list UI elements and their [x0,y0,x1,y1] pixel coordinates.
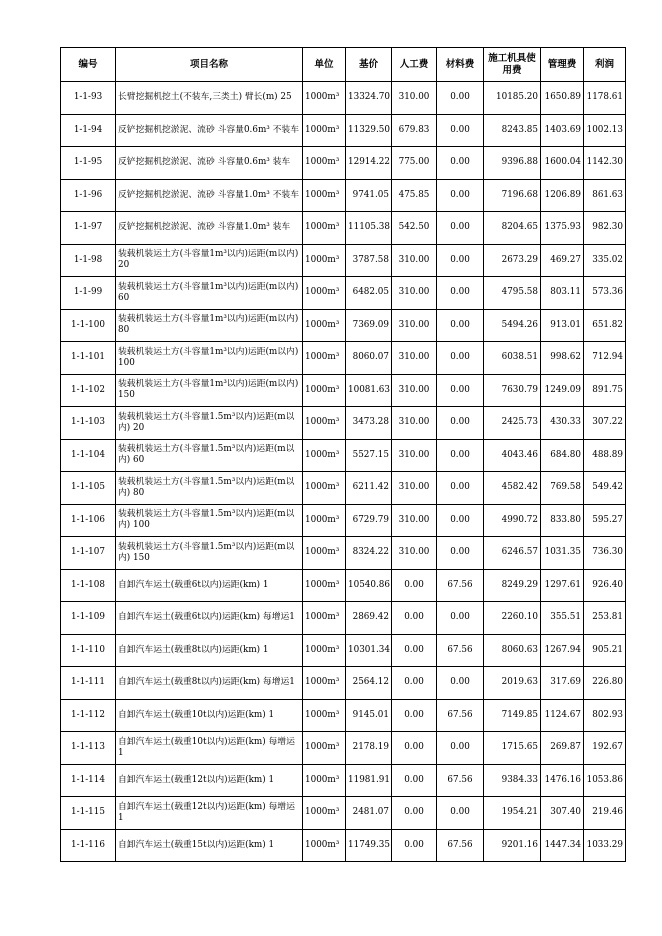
cell-profit: 802.93 [584,699,626,732]
cell-base-price: 5527.15 [346,439,392,472]
cell-machine-cost: 2019.63 [484,667,541,700]
cell-management-fee: 1650.89 [541,82,584,115]
cell-item-name: 反铲挖掘机挖淤泥、流砂 斗容量1.0m³ 装车 [116,212,303,245]
cell-machine-cost: 10185.20 [484,82,541,115]
cell-material-cost: 0.00 [437,309,484,342]
cell-item-name: 自卸汽车运土(载重12t以内)运距(km) 每增运1 [116,797,303,830]
cell-labor-cost: 0.00 [392,634,437,667]
header-row [61,48,626,82]
cell-unit: 1000m³ [303,407,346,440]
cell-labor-cost: 310.00 [392,342,437,375]
cell-item-name: 自卸汽车运土(载重8t以内)运距(km) 每增运1 [116,667,303,700]
cell-labor-cost: 0.00 [392,667,437,700]
cell-profit: 253.81 [584,602,626,635]
cell-profit: 573.36 [584,277,626,310]
table-row [61,537,626,570]
cell-unit: 1000m³ [303,439,346,472]
cell-management-fee: 1476.16 [541,764,584,797]
cell-material-cost: 0.00 [437,147,484,180]
cell-machine-cost: 7149.85 [484,699,541,732]
cell-machine-cost: 2425.73 [484,407,541,440]
table-row [61,439,626,472]
header-labor-cost: 人工费 [392,48,437,82]
cell-machine-cost: 2260.10 [484,602,541,635]
table-row [61,472,626,505]
cell-machine-cost: 4990.72 [484,504,541,537]
table-row [61,407,626,440]
header-profit: 利润 [584,48,626,82]
cell-unit: 1000m³ [303,537,346,570]
cell-material-cost: 0.00 [437,537,484,570]
cell-base-price: 7369.09 [346,309,392,342]
cell-machine-cost: 9384.33 [484,764,541,797]
cell-material-cost: 0.00 [437,732,484,765]
cell-machine-cost: 4795.58 [484,277,541,310]
cell-item-name: 装载机装运土方(斗容量1m³以内)运距(m以内) 80 [116,309,303,342]
cell-profit: 595.27 [584,504,626,537]
cell-machine-cost: 7630.79 [484,374,541,407]
cell-unit: 1000m³ [303,212,346,245]
cell-code: 1-1-94 [61,114,116,147]
cell-unit: 1000m³ [303,179,346,212]
cell-labor-cost: 310.00 [392,537,437,570]
header-machine-cost: 施工机具使用费 [484,48,541,82]
cell-base-price: 3473.28 [346,407,392,440]
cell-code: 1-1-96 [61,179,116,212]
table-body [61,82,626,862]
cell-material-cost: 0.00 [437,114,484,147]
cell-unit: 1000m³ [303,732,346,765]
cell-machine-cost: 6246.57 [484,537,541,570]
cell-item-name: 装载机装运土方(斗容量1.5m³以内)运距(m以内) 20 [116,407,303,440]
cell-material-cost: 0.00 [437,602,484,635]
cell-material-cost: 67.56 [437,829,484,862]
cell-profit: 1002.13 [584,114,626,147]
cell-labor-cost: 0.00 [392,732,437,765]
table-row [61,82,626,115]
table-row [61,114,626,147]
cell-item-name: 自卸汽车运土(载重6t以内)运距(km) 每增运1 [116,602,303,635]
cell-base-price: 10540.86 [346,569,392,602]
cell-unit: 1000m³ [303,764,346,797]
cell-item-name: 装载机装运土方(斗容量1.5m³以内)运距(m以内) 60 [116,439,303,472]
cell-labor-cost: 310.00 [392,309,437,342]
table-row [61,309,626,342]
header-management-fee: 管理费 [541,48,584,82]
cell-management-fee: 1124.67 [541,699,584,732]
cell-management-fee: 913.01 [541,309,584,342]
cell-machine-cost: 4582.42 [484,472,541,505]
cell-code: 1-1-98 [61,244,116,277]
cell-management-fee: 1206.89 [541,179,584,212]
cell-code: 1-1-100 [61,309,116,342]
cell-unit: 1000m³ [303,504,346,537]
table-row [61,179,626,212]
cell-management-fee: 769.58 [541,472,584,505]
cell-material-cost: 0.00 [437,374,484,407]
cell-labor-cost: 310.00 [392,504,437,537]
cell-management-fee: 1031.35 [541,537,584,570]
cell-base-price: 2178.19 [346,732,392,765]
table-row [61,602,626,635]
cell-item-name: 自卸汽车运土(载重15t以内)运距(km) 1 [116,829,303,862]
cell-code: 1-1-110 [61,634,116,667]
cell-material-cost: 0.00 [437,472,484,505]
cell-material-cost: 67.56 [437,699,484,732]
cell-machine-cost: 8204.65 [484,212,541,245]
cell-base-price: 6482.05 [346,277,392,310]
cell-unit: 1000m³ [303,147,346,180]
cell-code: 1-1-107 [61,537,116,570]
cell-material-cost: 0.00 [437,342,484,375]
table-row [61,667,626,700]
table-row [61,342,626,375]
cell-base-price: 11329.50 [346,114,392,147]
cell-material-cost: 0.00 [437,82,484,115]
cell-item-name: 装载机装运土方(斗容量1m³以内)运距(m以内) 100 [116,342,303,375]
cell-item-name: 装载机装运土方(斗容量1m³以内)运距(m以内) 60 [116,277,303,310]
header-material-cost: 材料费 [437,48,484,82]
cell-profit: 1053.86 [584,764,626,797]
cell-base-price: 13324.70 [346,82,392,115]
header-unit: 单位 [303,48,346,82]
cell-code: 1-1-105 [61,472,116,505]
cell-unit: 1000m³ [303,602,346,635]
cell-base-price: 9145.01 [346,699,392,732]
cell-base-price: 2564.12 [346,667,392,700]
cell-base-price: 11981.91 [346,764,392,797]
cell-code: 1-1-93 [61,82,116,115]
cell-machine-cost: 8249.29 [484,569,541,602]
cell-base-price: 11105.38 [346,212,392,245]
table-row [61,277,626,310]
cell-item-name: 反铲挖掘机挖淤泥、流砂 斗容量0.6m³ 不装车 [116,114,303,147]
cell-item-name: 装载机装运土方(斗容量1.5m³以内)运距(m以内) 150 [116,537,303,570]
cell-material-cost: 0.00 [437,439,484,472]
table-row [61,829,626,862]
cell-base-price: 2869.42 [346,602,392,635]
cell-labor-cost: 310.00 [392,439,437,472]
table-row [61,504,626,537]
cell-base-price: 3787.58 [346,244,392,277]
cell-material-cost: 0.00 [437,407,484,440]
cell-machine-cost: 9396.88 [484,147,541,180]
cell-unit: 1000m³ [303,374,346,407]
cell-machine-cost: 1715.65 [484,732,541,765]
table-row [61,764,626,797]
cell-management-fee: 355.51 [541,602,584,635]
table-row [61,699,626,732]
cell-management-fee: 1375.93 [541,212,584,245]
cell-management-fee: 1403.69 [541,114,584,147]
cell-material-cost: 67.56 [437,634,484,667]
table-row [61,244,626,277]
cell-management-fee: 1297.61 [541,569,584,602]
cell-labor-cost: 310.00 [392,277,437,310]
cell-machine-cost: 1954.21 [484,797,541,830]
cell-management-fee: 1267.94 [541,634,584,667]
cell-labor-cost: 0.00 [392,829,437,862]
cell-profit: 226.80 [584,667,626,700]
cell-profit: 1033.29 [584,829,626,862]
cell-base-price: 2481.07 [346,797,392,830]
cell-profit: 982.30 [584,212,626,245]
cell-code: 1-1-113 [61,732,116,765]
cell-base-price: 9741.05 [346,179,392,212]
cell-unit: 1000m³ [303,797,346,830]
cell-material-cost: 0.00 [437,277,484,310]
table-row [61,797,626,830]
cell-material-cost: 0.00 [437,797,484,830]
cell-code: 1-1-116 [61,829,116,862]
cell-management-fee: 684.80 [541,439,584,472]
cell-management-fee: 998.62 [541,342,584,375]
cell-code: 1-1-102 [61,374,116,407]
cell-code: 1-1-109 [61,602,116,635]
cell-labor-cost: 679.83 [392,114,437,147]
cell-material-cost: 0.00 [437,667,484,700]
table-row [61,147,626,180]
cell-profit: 549.42 [584,472,626,505]
cell-profit: 905.21 [584,634,626,667]
cell-machine-cost: 2673.29 [484,244,541,277]
cell-profit: 219.46 [584,797,626,830]
cell-management-fee: 269.87 [541,732,584,765]
cell-unit: 1000m³ [303,569,346,602]
cell-code: 1-1-99 [61,277,116,310]
quota-table [60,47,626,862]
cell-labor-cost: 310.00 [392,244,437,277]
cell-labor-cost: 542.50 [392,212,437,245]
cell-machine-cost: 7196.68 [484,179,541,212]
cell-labor-cost: 0.00 [392,699,437,732]
cell-base-price: 12914.22 [346,147,392,180]
cell-labor-cost: 310.00 [392,374,437,407]
cell-management-fee: 307.40 [541,797,584,830]
header-base-price: 基价 [346,48,392,82]
cell-unit: 1000m³ [303,667,346,700]
cell-labor-cost: 0.00 [392,569,437,602]
cell-machine-cost: 8243.85 [484,114,541,147]
cell-item-name: 装载机装运土方(斗容量1m³以内)运距(m以内) 150 [116,374,303,407]
cell-management-fee: 317.69 [541,667,584,700]
cell-profit: 335.02 [584,244,626,277]
cell-material-cost: 0.00 [437,504,484,537]
cell-material-cost: 67.56 [437,569,484,602]
cell-item-name: 装载机装运土方(斗容量1m³以内)运距(m以内) 20 [116,244,303,277]
cell-code: 1-1-111 [61,667,116,700]
cell-labor-cost: 775.00 [392,147,437,180]
cell-profit: 891.75 [584,374,626,407]
cell-labor-cost: 0.00 [392,797,437,830]
cell-labor-cost: 310.00 [392,407,437,440]
cell-code: 1-1-95 [61,147,116,180]
cell-management-fee: 1600.04 [541,147,584,180]
cell-item-name: 自卸汽车运土(载重10t以内)运距(km) 每增运1 [116,732,303,765]
cell-base-price: 11749.35 [346,829,392,862]
cell-profit: 861.63 [584,179,626,212]
cell-labor-cost: 475.85 [392,179,437,212]
cell-code: 1-1-115 [61,797,116,830]
cell-management-fee: 1447.34 [541,829,584,862]
cell-profit: 736.30 [584,537,626,570]
cell-machine-cost: 8060.63 [484,634,541,667]
cell-code: 1-1-97 [61,212,116,245]
cell-unit: 1000m³ [303,634,346,667]
cell-management-fee: 1249.09 [541,374,584,407]
cell-machine-cost: 6038.51 [484,342,541,375]
cell-material-cost: 0.00 [437,212,484,245]
cell-code: 1-1-114 [61,764,116,797]
cell-item-name: 装载机装运土方(斗容量1.5m³以内)运距(m以内) 80 [116,472,303,505]
header-code: 编号 [61,48,116,82]
cell-base-price: 8060.07 [346,342,392,375]
cell-base-price: 10301.34 [346,634,392,667]
cell-profit: 651.82 [584,309,626,342]
cell-item-name: 长臂挖掘机挖土(不装车,三类土) 臂长(m) 25 [116,82,303,115]
cell-profit: 1142.30 [584,147,626,180]
cell-profit: 307.22 [584,407,626,440]
cell-code: 1-1-106 [61,504,116,537]
cell-unit: 1000m³ [303,699,346,732]
cell-material-cost: 67.56 [437,764,484,797]
cell-base-price: 10081.63 [346,374,392,407]
cell-profit: 712.94 [584,342,626,375]
cell-profit: 926.40 [584,569,626,602]
table-row [61,374,626,407]
cell-item-name: 自卸汽车运土(载重8t以内)运距(km) 1 [116,634,303,667]
cell-code: 1-1-101 [61,342,116,375]
cell-item-name: 自卸汽车运土(载重10t以内)运距(km) 1 [116,699,303,732]
cell-machine-cost: 4043.46 [484,439,541,472]
cell-unit: 1000m³ [303,342,346,375]
cell-labor-cost: 310.00 [392,82,437,115]
cell-item-name: 装载机装运土方(斗容量1.5m³以内)运距(m以内) 100 [116,504,303,537]
cell-unit: 1000m³ [303,309,346,342]
cell-machine-cost: 5494.26 [484,309,541,342]
cell-machine-cost: 9201.16 [484,829,541,862]
cell-base-price: 6729.79 [346,504,392,537]
table-row [61,634,626,667]
cell-code: 1-1-103 [61,407,116,440]
table-row [61,212,626,245]
cell-labor-cost: 0.00 [392,764,437,797]
cell-unit: 1000m³ [303,114,346,147]
table-row [61,732,626,765]
cell-code: 1-1-104 [61,439,116,472]
cell-unit: 1000m³ [303,829,346,862]
cell-unit: 1000m³ [303,244,346,277]
cell-item-name: 自卸汽车运土(载重6t以内)运距(km) 1 [116,569,303,602]
cell-management-fee: 803.11 [541,277,584,310]
cell-item-name: 自卸汽车运土(载重12t以内)运距(km) 1 [116,764,303,797]
cell-management-fee: 833.80 [541,504,584,537]
cell-material-cost: 0.00 [437,244,484,277]
cell-unit: 1000m³ [303,277,346,310]
cell-labor-cost: 310.00 [392,472,437,505]
cell-unit: 1000m³ [303,82,346,115]
cell-management-fee: 430.33 [541,407,584,440]
cell-labor-cost: 0.00 [392,602,437,635]
cell-item-name: 反铲挖掘机挖淤泥、流砂 斗容量0.6m³ 装车 [116,147,303,180]
cell-profit: 192.67 [584,732,626,765]
cell-code: 1-1-108 [61,569,116,602]
cell-item-name: 反铲挖掘机挖淤泥、流砂 斗容量1.0m³ 不装车 [116,179,303,212]
cell-unit: 1000m³ [303,472,346,505]
cell-profit: 488.89 [584,439,626,472]
cell-base-price: 8324.22 [346,537,392,570]
cell-management-fee: 469.27 [541,244,584,277]
cell-base-price: 6211.42 [346,472,392,505]
cell-code: 1-1-112 [61,699,116,732]
cell-material-cost: 0.00 [437,179,484,212]
table-row [61,569,626,602]
cell-profit: 1178.61 [584,82,626,115]
header-name: 项目名称 [116,48,303,82]
